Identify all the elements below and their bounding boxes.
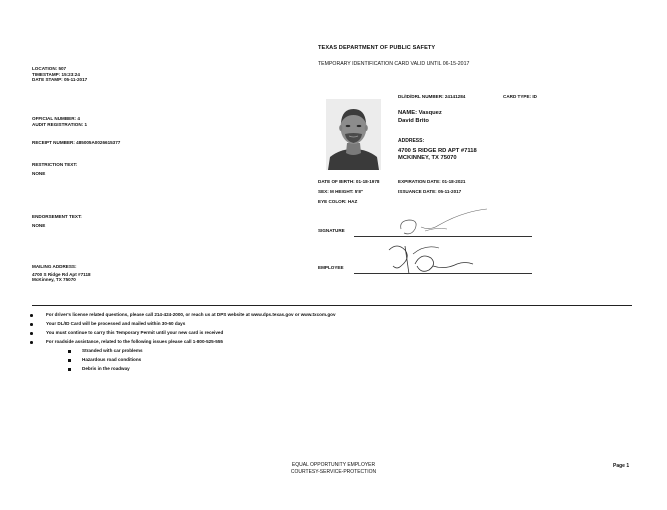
bullet-icon xyxy=(30,314,33,317)
mailing-block xyxy=(32,264,91,283)
endorsement-block xyxy=(32,214,82,228)
validity-line: TEMPORARY IDENTIFICATION CARD VALID UNTIL 06-15-2017 xyxy=(318,61,470,67)
name-label: NAME: Vasquez xyxy=(398,110,442,116)
temporary-id-document: TEXAS DEPARTMENT OF PUBLIC SAFETY TEMPORARY IDENTIFICATION CARD VALID UNTIL 06-15-2017 LOCATION: 507 TIMESTAMP: 15:23:24 DATE STAMP: 05-11-2017 OFFICIAL NUMBER: 4 AUDIT REGISTRATION: 1 RECEIPT NUMBER: 485005A0026615377 RESTRICTION TEXT: NONE ENDORSEMENT TEXT: NONE MAILING ADDRESS: 4700 S Ridge Rd Apt #7118 McKinney, TX 75070 DL/ID/DRL NUMBER: 24141284 CARD TYPE: ID NAME: Vasquez David Brito ADDRESS: 4700 S RIDGE RD APT #7118 MCKINNEY, TX 75070 DATE OF BIRTH: 01-18-1978 SEX: M HEIGHT: 5'8" EYE COLOR: HAZ EXPIRATION DATE: 01-18-2021 ISSUANCE DATE: 05-11-2017 SIGNATURE EMPLOYEE For driver's license related questions, please call 214-424-2000, or reach us at DPS website at www.dps.texas.gov or www.txcom.gov Your DL/ID Card will be processed and mailed within 30-60 days You must continue to carry this Temporary Permit until your new card is received For roadside assistance, related to the following issues please call 1-800-525-555 Stranded with car problems Hazardous road conditions Debris in the roadway EQUAL OPPORTUNITY EMPLOYER COURTESY-SERVICE-PROTECTION Page 1 xyxy=(0,0,667,510)
page-footer xyxy=(0,462,667,477)
address-line2: MCKINNEY, TX 75070 xyxy=(398,155,457,162)
signature-label: SIGNATURE xyxy=(318,228,345,233)
square-bullet-icon xyxy=(68,368,71,371)
eye-color: EYE COLOR: HAZ xyxy=(318,199,358,204)
page-number: Page 1 xyxy=(613,463,630,469)
id-photo xyxy=(326,99,381,170)
id-number: DL/ID/DRL NUMBER: 24141284 xyxy=(398,94,466,99)
agency-title: TEXAS DEPARTMENT OF PUBLIC SAFETY xyxy=(318,45,436,51)
footer-line1: EQUAL OPPORTUNITY EMPLOYER xyxy=(291,462,376,468)
location-text: LOCATION: 507 xyxy=(32,66,67,71)
portrait-photo xyxy=(326,99,381,170)
audit-registration-text: AUDIT REGISTRATION: 1 xyxy=(32,121,88,127)
square-bullet-icon xyxy=(68,359,71,362)
address-label: ADDRESS: xyxy=(398,138,425,144)
holder-address xyxy=(398,138,477,163)
mailing-line2: McKinney, TX 75070 xyxy=(32,277,76,283)
sex-height: SEX: M HEIGHT: 5'8" xyxy=(318,189,364,194)
bullet-icon xyxy=(30,332,33,335)
official-number-text: OFFICIAL NUMBER: 4 xyxy=(32,116,80,121)
square-bullet-icon xyxy=(68,350,71,353)
timestamp-text: TIMESTAMP: 15:23:24 xyxy=(32,71,80,77)
official-block xyxy=(32,116,87,127)
bullet-icon xyxy=(30,341,33,344)
section-divider xyxy=(32,305,632,306)
issuance-date: ISSUANCE DATE: 05-11-2017 xyxy=(398,189,462,194)
holder-name xyxy=(398,110,442,125)
restriction-label: RESTRICTION TEXT: xyxy=(32,162,78,167)
expiration-date: EXPIRATION DATE: 01-18-2021 xyxy=(398,179,466,184)
endorsement-label: ENDORSEMENT TEXT: xyxy=(32,214,82,219)
mailing-label: MAILING ADDRESS: xyxy=(32,264,77,269)
receipt-number: RECEIPT NUMBER: 485005A0026615377 xyxy=(32,140,121,145)
location-block xyxy=(32,66,87,83)
endorsement-value: NONE xyxy=(32,222,46,228)
datestamp-text: DATE STAMP: 05-11-2017 xyxy=(32,77,88,83)
employee-label: EMPLOYEE xyxy=(318,265,344,270)
bullet-icon xyxy=(30,323,33,326)
dob: DATE OF BIRTH: 01-18-1978 xyxy=(318,179,380,184)
address-line1: 4700 S RIDGE RD APT #7118 xyxy=(398,147,477,154)
signature-scribble xyxy=(395,205,495,239)
restriction-value: NONE xyxy=(32,170,46,176)
footer-line2: COURTESY-SERVICE-PROTECTION xyxy=(290,469,377,476)
employee-signature xyxy=(385,236,477,278)
mailing-line1: 4700 S Ridge Rd Apt #7118 xyxy=(32,271,91,277)
restriction-block xyxy=(32,162,77,176)
name-value: David Brito xyxy=(398,117,429,124)
card-type: CARD TYPE: ID xyxy=(503,94,537,99)
